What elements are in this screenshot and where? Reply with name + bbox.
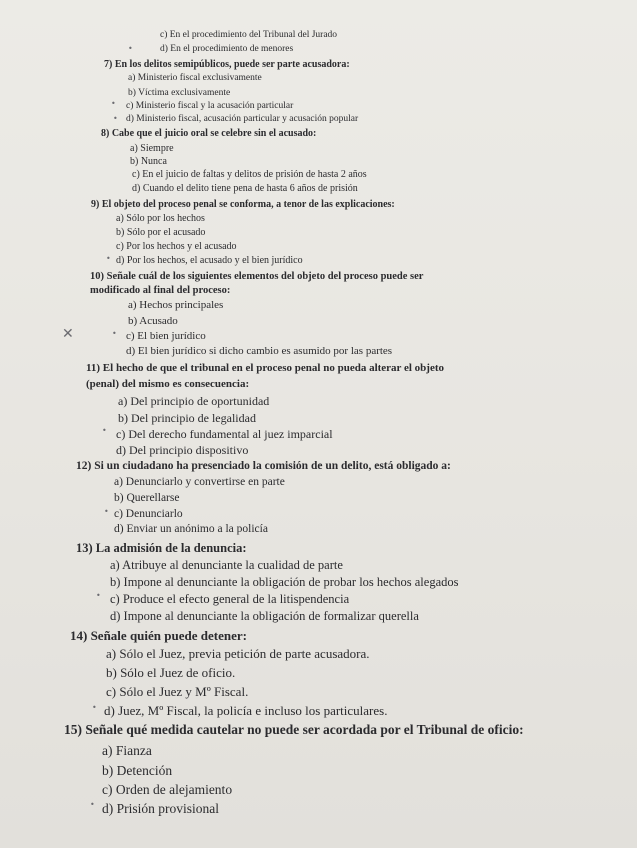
question-text: 12) Si un ciudadano ha presenciado la comisión de un delito, está obligado a: bbox=[76, 460, 451, 472]
answer-option: c) Por los hechos y el acusado bbox=[116, 241, 237, 252]
answer-option: a) Sólo por los hechos bbox=[116, 213, 205, 224]
question-text: 10) Señale cuál de los siguientes elementos del objeto del proceso puede ser bbox=[90, 271, 424, 282]
answer-option: c) Produce el efecto general de la litispendencia bbox=[110, 592, 350, 606]
question-text: 15) Señale qué medida cautelar no puede ser acordada por el Tribunal de oficio: bbox=[64, 722, 524, 737]
answer-option: c) Ministerio fiscal y la acusación particular bbox=[126, 101, 294, 111]
pencil-dot-icon: • bbox=[102, 426, 107, 435]
answer-option: c) Denunciarlo bbox=[114, 508, 183, 520]
question-text: (penal) del mismo es consecuencia: bbox=[86, 378, 250, 390]
answer-option: d) Ministerio fiscal, acusación particular y acusación popular bbox=[126, 114, 359, 124]
answer-option: b) Acusado bbox=[128, 315, 178, 327]
answer-option: c) Sólo el Juez y Mº Fiscal. bbox=[106, 684, 249, 699]
answer-option: a) Sólo el Juez, previa petición de parte acusadora. bbox=[106, 646, 370, 661]
answer-option: c) En el procedimiento del Tribunal del Jurado bbox=[160, 30, 338, 40]
answer-option: d) Impone al denunciante la obligación de formalizar querella bbox=[110, 609, 419, 623]
pencil-dot-icon: • bbox=[96, 591, 101, 600]
pencil-dot-icon: • bbox=[92, 703, 97, 712]
pencil-dot-icon: • bbox=[112, 329, 117, 338]
answer-option: d) En el procedimiento de menores bbox=[160, 44, 294, 54]
answer-option: c) En el juicio de faltas y delitos de prisión de hasta 2 años bbox=[132, 169, 367, 180]
answer-option: d) Por los hechos, el acusado y el bien jurídico bbox=[116, 255, 303, 266]
answer-option: d) Prisión provisional bbox=[102, 801, 219, 816]
answer-option: c) Orden de alejamiento bbox=[102, 782, 233, 797]
answer-option: d) Juez, Mº Fiscal, la policía e incluso los particulares. bbox=[104, 703, 388, 718]
answer-option: c) Del derecho fundamental al juez imparcial bbox=[116, 427, 333, 441]
answer-option: b) Nunca bbox=[130, 156, 167, 167]
pencil-dot-icon: • bbox=[128, 44, 133, 53]
pencil-dot-icon: • bbox=[113, 114, 118, 123]
answer-option: a) Siempre bbox=[130, 143, 174, 154]
question-text: 14) Señale quién puede detener: bbox=[70, 628, 247, 643]
answer-option: b) Detención bbox=[102, 763, 173, 778]
answer-option: b) Víctima exclusivamente bbox=[128, 88, 231, 98]
question-text: 8) Cabe que el juicio oral se celebre sin el acusado: bbox=[101, 128, 317, 139]
pencil-dot-icon: • bbox=[104, 507, 109, 516]
pencil-dot-icon: • bbox=[111, 99, 116, 108]
question-text: 13) La admisión de la denuncia: bbox=[76, 541, 247, 555]
question-text: 11) El hecho de que el tribunal en el proceso penal no pueda alterar el objeto bbox=[86, 362, 445, 374]
answer-option: a) Ministerio fiscal exclusivamente bbox=[128, 73, 262, 83]
answer-option: d) Del principio dispositivo bbox=[116, 443, 249, 457]
answer-option: b) Querellarse bbox=[114, 492, 180, 504]
answer-option: d) Cuando el delito tiene pena de hasta 6 años de prisión bbox=[132, 183, 358, 194]
answer-option: d) Enviar un anónimo a la policía bbox=[114, 523, 268, 535]
answer-option: a) Atribuye al denunciante la cualidad de parte bbox=[110, 558, 343, 572]
answer-option: d) El bien jurídico si dicho cambio es asumido por las partes bbox=[126, 345, 393, 357]
question-text: modificado al final del proceso: bbox=[90, 285, 231, 296]
answer-option: a) Del principio de oportunidad bbox=[118, 394, 270, 408]
question-text: 7) En los delitos semipúblicos, puede ser parte acusadora: bbox=[104, 59, 350, 70]
answer-option: a) Fianza bbox=[102, 743, 152, 758]
cross-mark-icon: ✕ bbox=[62, 326, 74, 342]
pencil-dot-icon: • bbox=[106, 254, 111, 263]
answer-option: a) Hechos principales bbox=[128, 299, 224, 311]
answer-option: b) Del principio de legalidad bbox=[118, 411, 256, 425]
answer-option: a) Denunciarlo y convertirse en parte bbox=[114, 476, 285, 488]
answer-option: b) Sólo por el acusado bbox=[116, 227, 206, 238]
question-text: 9) El objeto del proceso penal se conforma, a tenor de las explicaciones: bbox=[91, 199, 395, 210]
answer-option: b) Sólo el Juez de oficio. bbox=[106, 665, 236, 680]
answer-option: c) El bien jurídico bbox=[126, 330, 206, 342]
answer-option: b) Impone al denunciante la obligación de probar los hechos alegados bbox=[110, 575, 459, 589]
pencil-dot-icon: • bbox=[90, 800, 95, 809]
